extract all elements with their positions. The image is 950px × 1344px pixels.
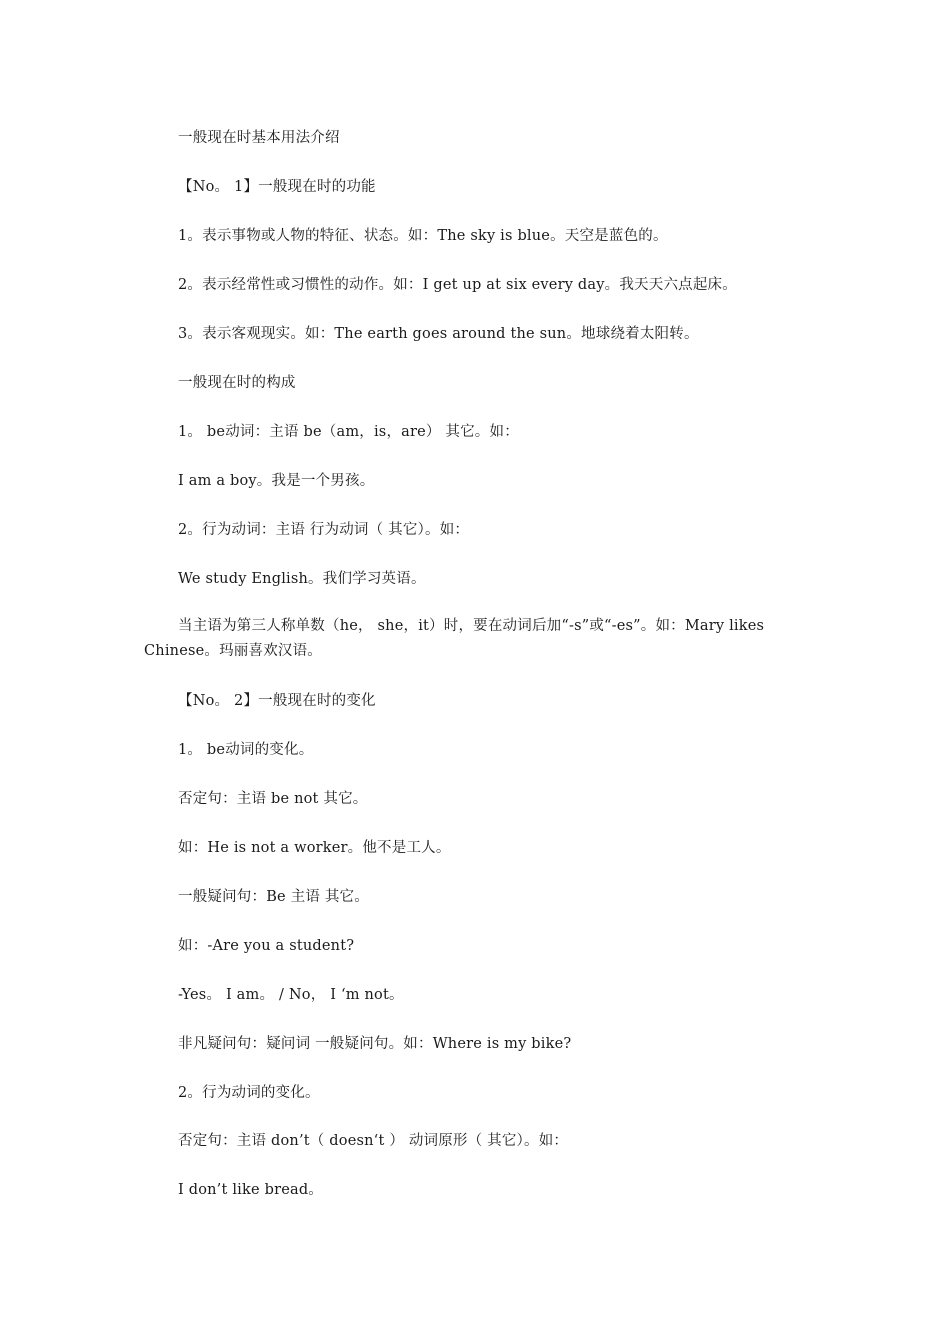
subheading-structure: 一般现在时的构成 — [178, 375, 296, 391]
paragraph: 1。 be动词：主语 be（am，is，are） 其它。如： — [178, 424, 519, 440]
example-sentence: I don’t like bread。 — [178, 1182, 324, 1198]
paragraph: 非凡疑问句：疑问词 一般疑问句。如：Where is my bike? — [178, 1036, 572, 1052]
section-heading-no2: 【No。 2】一般现在时的变化 — [178, 693, 376, 709]
section-heading-no1: 【No。 1】一般现在时的功能 — [178, 179, 376, 195]
paragraph: 3。表示客观现实。如：The earth goes around the sun。地球绕着太阳转。 — [178, 326, 699, 342]
paragraph-third-person: 当主语为第三人称单数（he， she，it）时，要在动词后加“-s”或“-es”。如：Mary likes Chinese。玛丽喜欢汉语。 — [144, 618, 765, 659]
example-sentence: -Yes。 I am。 / No， I ‘m not。 — [178, 987, 404, 1003]
paragraph: 否定句：主语 be not 其它。 — [178, 791, 368, 807]
example-sentence: We study English。我们学习英语。 — [178, 571, 426, 587]
example-sentence: I am a boy。我是一个男孩。 — [178, 473, 375, 489]
document-title: 一般现在时基本用法介绍 — [178, 130, 340, 146]
paragraph: 1。表示事物或人物的特征、状态。如：The sky is blue。天空是蓝色的。 — [178, 228, 668, 244]
paragraph: 2。行为动词：主语 行为动词（ 其它）。如： — [178, 522, 470, 538]
example-sentence: 如：He is not a worker。他不是工人。 — [178, 840, 451, 856]
example-sentence: 如：-Are you a student? — [178, 938, 355, 954]
paragraph: 否定句：主语 don’t（ doesn‘t ） 动词原形（ 其它）。如： — [178, 1133, 569, 1149]
paragraph: 2。表示经常性或习惯性的动作。如：I get up at six every day。我天天六点起床。 — [178, 277, 737, 293]
paragraph: 1。 be动词的变化。 — [178, 742, 314, 758]
paragraph: 一般疑问句：Be 主语 其它。 — [178, 889, 369, 905]
paragraph: 2。行为动词的变化。 — [178, 1085, 320, 1101]
